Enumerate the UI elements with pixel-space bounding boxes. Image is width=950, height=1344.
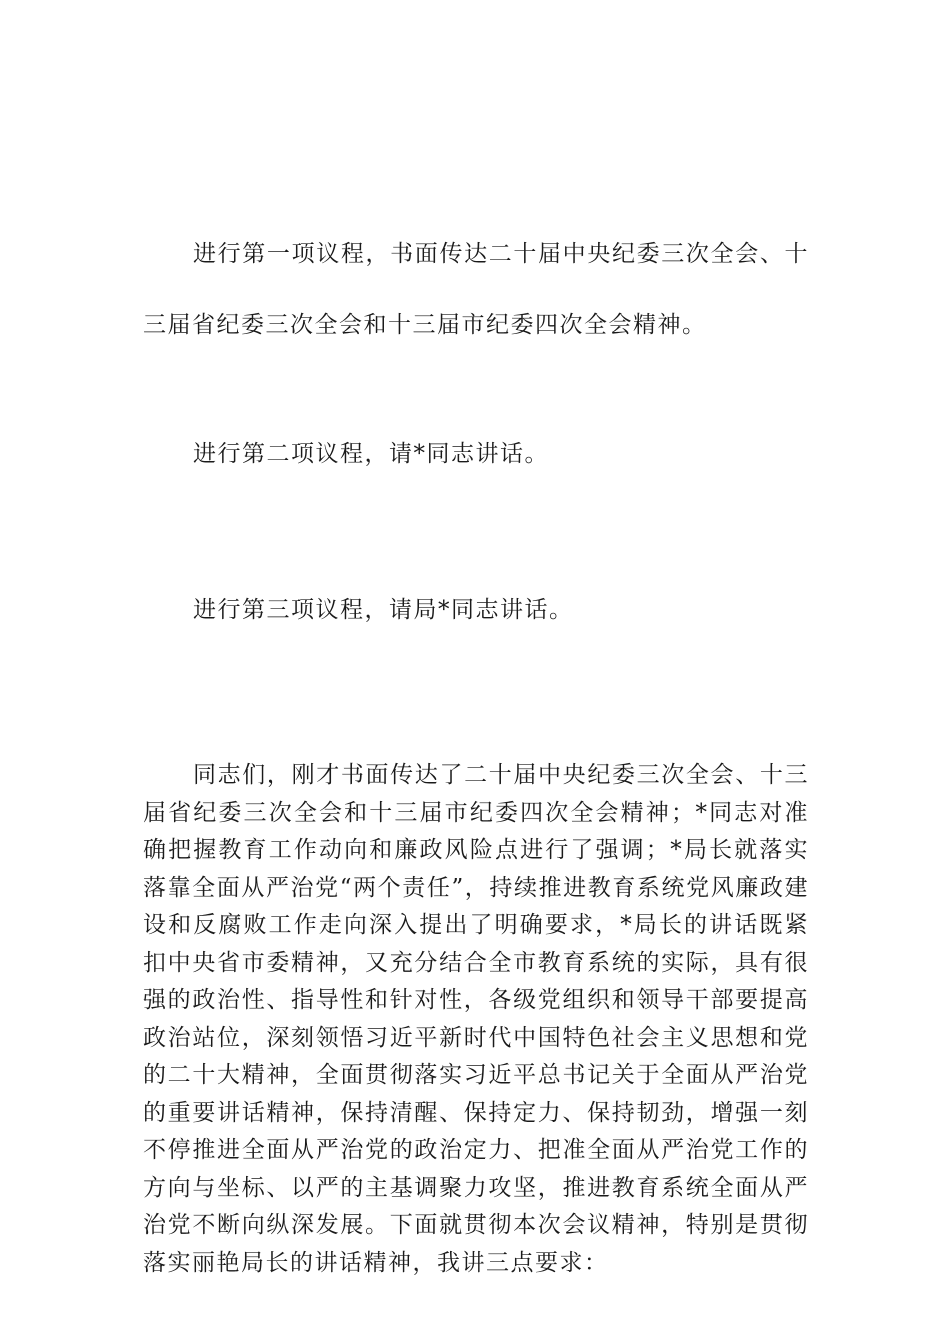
agenda-item-1-paragraph: 进行第一项议程，书面传达二十届中央纪委三次全会、十三届省纪委三次全会和十三届市纪委四次全会精神。 [143, 241, 809, 338]
agenda-item-2-paragraph: 进行第二项议程，请*同志讲话。 [193, 441, 549, 467]
agenda-item-3-paragraph: 进行第三项议程，请局*同志讲话。 [193, 597, 574, 623]
speech-body-paragraph: 同志们，刚才书面传达了二十届中央纪委三次全会、十三届省纪委三次全会和十三届市纪委四次全会精神；*同志对准确把握教育工作动向和廉政风险点进行了强调；*局长就落实落靠全面从严治党“两个责任”，持续推进教育系统党风廉政建设和反腐败工作走向深入提出了明确要求，*局长的讲话既紧扣中央省市委精神，又充分结合全市教育系统的实际，具有很强的政治性、指导性和针对性，各级党组织和领导干部要提高政治站位，深刻领悟习近平新时代中国特色社会主义思想和党的二十大精神，全面贯彻落实习近平总书记关于全面从严治党的重要讲话精神，保持清醒、保持定力、保持韧劲，增强一刻不停推进全面从严治党的政治定力、把准全面从严治党工作的方向与坐标、以严的主基调聚力攻坚，推进教育系统全面从严治党不断向纵深发展。下面就贯彻本次会议精神，特别是贯彻落实丽艳局长的讲话精神，我讲三点要求： [143, 762, 809, 1276]
